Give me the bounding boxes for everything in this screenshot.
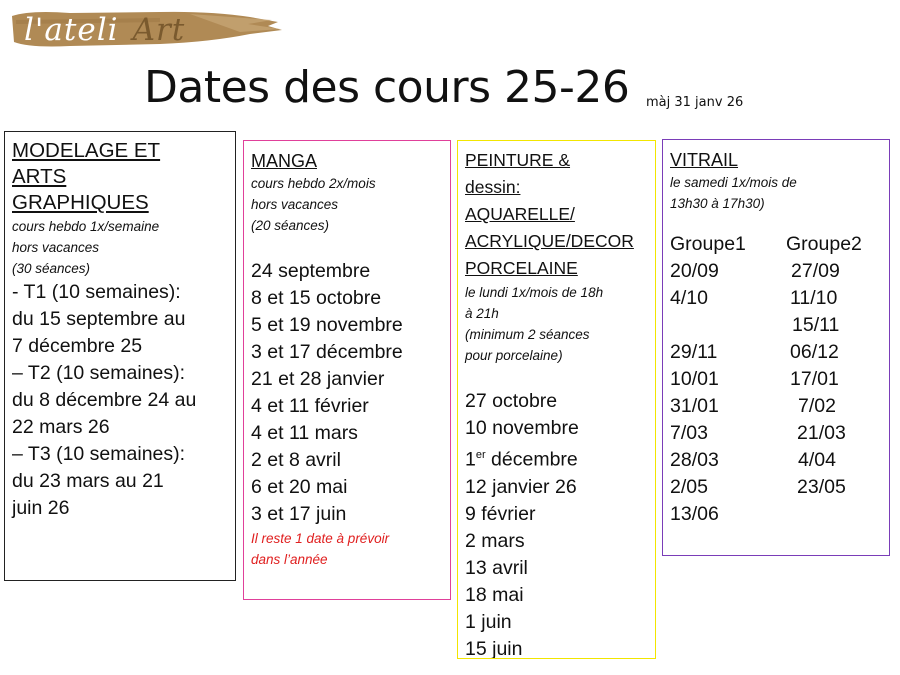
manga-note-line-1: Il reste 1 date à prévoir — [251, 531, 390, 546]
vitrail-group2-date: 27/09 — [791, 260, 840, 282]
peinture-date-ordinal: er — [475, 449, 486, 461]
vitrail-sub-line-1: le samedi 1x/mois de — [670, 175, 797, 190]
peinture-date: 10 novembre — [465, 417, 579, 439]
modelage-sub-line-3: (30 séances) — [12, 261, 91, 276]
manga-date: 4 et 11 mars — [251, 422, 358, 444]
vitrail-group1-date — [670, 312, 786, 339]
modelage-heading-line-2: ARTS — [12, 165, 67, 188]
vitrail-group2-date: 17/01 — [790, 368, 839, 390]
peinture-date: 18 mai — [465, 583, 524, 606]
vitrail-group2-date: 15/11 — [792, 314, 840, 336]
manga-date: 4 et 11 février — [251, 395, 369, 417]
modelage-box — [4, 131, 236, 581]
peinture-date: 12 janvier 26 — [465, 475, 577, 498]
vitrail-row — [670, 393, 882, 420]
peinture-sub-line-4: pour porcelaine) — [465, 348, 563, 363]
vitrail-group1-date: 29/11 — [670, 341, 718, 363]
logo-text-part2: Art — [132, 12, 186, 48]
peinture-sub-line-3: (minimum 2 séances — [465, 327, 590, 342]
peinture-date-number: 1 — [465, 448, 476, 471]
peinture-date-month: décembre — [485, 448, 578, 471]
vitrail-group2-date: 06/12 — [790, 341, 839, 363]
manga-sub-line-1: cours hebdo 2x/mois — [251, 176, 376, 191]
vitrail-row — [670, 258, 882, 285]
vitrail-group1-date: 7/03 — [670, 422, 708, 444]
peinture-date: 27 octobre — [465, 390, 558, 412]
modelage-sub-line-2: hors vacances — [12, 240, 100, 255]
manga-box — [243, 140, 451, 600]
vitrail-group2-date: 11/10 — [790, 287, 838, 309]
manga-date: 3 et 17 juin — [251, 503, 347, 525]
peinture-box — [457, 140, 656, 659]
logo-text — [24, 12, 185, 48]
modelage-line: du 15 septembre au — [12, 308, 186, 330]
modelage-sub-line-1: cours hebdo 1x/semaine — [12, 219, 160, 234]
peinture-heading-line-1: PEINTURE & — [465, 150, 571, 170]
vitrail-group1-date: 4/10 — [670, 287, 708, 309]
vitrail-group2-date: 7/02 — [798, 395, 836, 417]
peinture-sub-line-1: le lundi 1x/mois de 18h — [465, 285, 604, 300]
page-title: Dates des cours 25-26 — [144, 62, 630, 113]
peinture-heading-line-3: AQUARELLE/ — [465, 204, 575, 224]
peinture-date: 1 juin — [465, 610, 512, 633]
vitrail-group1-date: 10/01 — [670, 368, 719, 390]
vitrail-group1-label: Groupe1 — [670, 233, 746, 255]
modelage-line: – T3 (10 semaines): — [12, 443, 186, 465]
manga-sub-line-3: (20 séances) — [251, 218, 330, 233]
modelage-heading-line-1: MODELAGE ET — [12, 139, 161, 162]
vitrail-row — [670, 474, 882, 501]
peinture-heading-line-5: PORCELAINE — [465, 258, 578, 278]
vitrail-row — [670, 447, 882, 474]
peinture-heading-line-4: ACRYLIQUE/DECOR — [465, 231, 634, 251]
vitrail-group2-date: 23/05 — [797, 476, 846, 498]
vitrail-row — [670, 420, 882, 447]
vitrail-row — [670, 366, 882, 393]
peinture-heading-line-2: dessin: — [465, 177, 521, 197]
manga-heading: MANGA — [251, 151, 318, 171]
modelage-line: du 23 mars au 21 — [12, 470, 164, 492]
update-note: màj 31 janv 26 — [646, 95, 744, 110]
vitrail-group1-date: 20/09 — [670, 260, 719, 282]
vitrail-group1-date: 13/06 — [670, 503, 719, 525]
peinture-sub-line-2: à 21h — [465, 306, 499, 321]
vitrail-group2-label: Groupe2 — [786, 233, 862, 255]
vitrail-sub-line-2: 13h30 à 17h30) — [670, 196, 765, 211]
manga-date: 2 et 8 avril — [251, 449, 341, 471]
manga-date: 24 septembre — [251, 260, 371, 282]
modelage-line: 22 mars 26 — [12, 416, 110, 438]
vitrail-heading: VITRAIL — [670, 150, 739, 170]
modelage-line: du 8 décembre 24 au — [12, 389, 197, 411]
vitrail-group1-date: 2/05 — [670, 476, 708, 498]
peinture-date: 9 février — [465, 502, 536, 525]
manga-date: 3 et 17 décembre — [251, 341, 403, 363]
peinture-date: 2 mars — [465, 529, 525, 552]
vitrail-group2-date: 21/03 — [797, 422, 846, 444]
modelage-line: - T1 (10 semaines): — [12, 281, 181, 303]
manga-sub-line-2: hors vacances — [251, 197, 339, 212]
vitrail-group-header — [670, 231, 882, 258]
vitrail-row — [670, 285, 882, 312]
vitrail-row — [670, 501, 882, 528]
modelage-line: 7 décembre 25 — [12, 335, 143, 357]
modelage-line: – T2 (10 semaines): — [12, 362, 186, 384]
vitrail-row — [670, 339, 882, 366]
vitrail-row — [670, 312, 882, 339]
vitrail-box — [662, 139, 890, 556]
vitrail-group1-date: 28/03 — [670, 449, 719, 471]
logo-text-part1: l'ateli — [24, 12, 119, 48]
modelage-line: juin 26 — [12, 497, 70, 519]
manga-date: 5 et 19 novembre — [251, 314, 403, 336]
logo — [10, 8, 282, 50]
vitrail-group1-date: 31/01 — [670, 395, 719, 417]
vitrail-group2-date: 4/04 — [798, 449, 836, 471]
peinture-date: 13 avril — [465, 556, 528, 579]
manga-date: 8 et 15 octobre — [251, 287, 382, 309]
peinture-date: 15 juin — [465, 637, 523, 659]
modelage-heading-line-3: GRAPHIQUES — [12, 191, 149, 214]
manga-date: 6 et 20 mai — [251, 476, 348, 498]
peinture-date — [465, 442, 648, 474]
manga-note-line-2: dans l’année — [251, 552, 328, 567]
manga-date: 21 et 28 janvier — [251, 368, 385, 390]
